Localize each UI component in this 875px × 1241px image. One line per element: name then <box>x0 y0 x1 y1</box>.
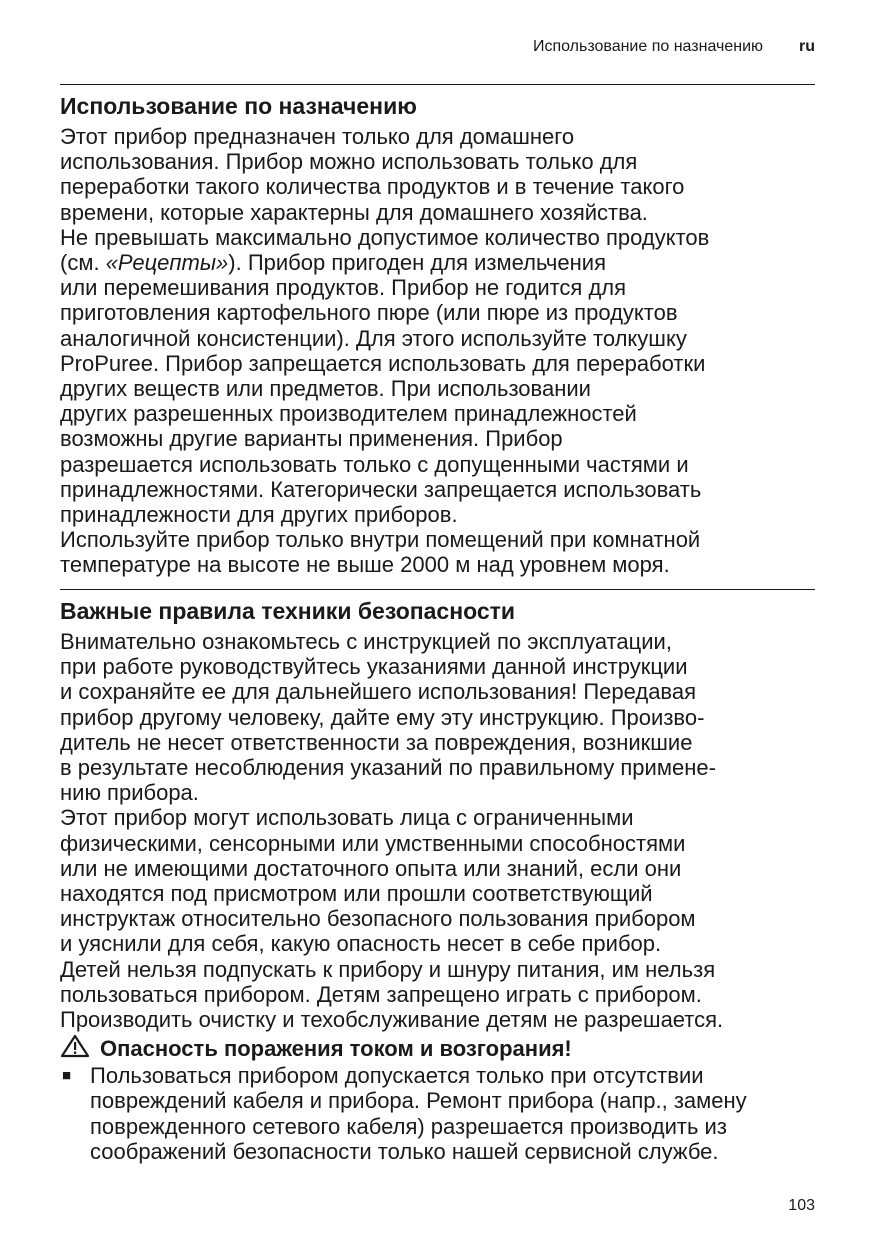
header-title: Использование по назначению <box>532 38 763 55</box>
language-code: ru <box>799 38 815 55</box>
warning-heading-text: Опасность поражения током и возгорания! <box>100 1036 572 1062</box>
paragraph-intended-use-2a: Не превышать максимально допустимое количество продуктов <box>60 224 710 250</box>
divider-top <box>60 84 815 85</box>
divider-middle <box>60 589 815 590</box>
page-number: 103 <box>788 1197 815 1214</box>
section-safety <box>60 597 820 1164</box>
paragraph-safety-2: Этот прибор могут использовать лица с ограниченными физическими, сенсорными или умственными способностями или не имеющими достаточного опыта или знаний, если они находятся под присмотром или прошли соответствующий инструктаж относительно безопасного пользования прибором и уяснили для себя, какую опасность несет в себе прибор. Детей нельзя подпускать к прибору и шнуру питания, им нельзя пользоваться прибором. Детям запрещено играть с прибором. Производить очистку и техобслуживание детям не разрешается. <box>60 805 724 1033</box>
warning-triangle-icon <box>60 1034 100 1063</box>
recipes-reference: «Рецепты» <box>105 250 229 276</box>
bullet-text: Пользоваться прибором допускается только при отсутствии повреждений кабеля и прибора. Ремонт прибора (напр., замену поврежденного сетевого кабеля) разрешается производить из соображений безопасности только нашей сервисной службе. <box>90 1063 747 1164</box>
list-item <box>60 1063 820 1164</box>
section-heading-intended-use: Использование по назначению <box>60 93 417 119</box>
running-header <box>60 38 815 56</box>
ref-prefix: (см. <box>60 250 106 276</box>
paragraph-intended-use-2 <box>60 225 820 527</box>
paragraph-safety-1: Внимательно ознакомьтесь с инструкцией по эксплуатации, при работе руководствуйтесь указаниями данной инструкции и сохраняйте ее для дальнейшего использования! Передавая прибор другому человеку, дайте ему эту инструкцию. Произво- дитель не несет ответственности за повреждения, возникшие в результате несоблюдения указаний по правильному примене- нию прибора. <box>60 629 716 806</box>
section-intended-use <box>60 92 820 578</box>
warning-heading <box>60 1034 820 1063</box>
bullet-square-icon: ■ <box>62 1067 72 1085</box>
section-heading-safety: Важные правила техники безопасности <box>60 598 516 624</box>
paragraph-intended-use-1: Этот прибор предназначен только для домашнего использования. Прибор можно использовать только для переработки такого количества продуктов и в течение такого времени, которые характерны для домашнего хозяйства. <box>60 124 685 225</box>
paragraph-intended-use-2b: ). Прибор пригоден для измельчения или перемешивания продуктов. Прибор не годится для приготовления картофельного пюре (или пюре из продуктов аналогичной консистенции). Для этого используйте толкушку ProPuree. Прибор запрещается использовать для переработки других веществ или предметов. При использовании других разрешенных производителем принадлежностей возможны другие варианты применения. Прибор разрешается использовать только с допущенными частями и принадлежностями. Категорически запрещается использовать принадлежности для других приборов. <box>60 250 706 528</box>
paragraph-intended-use-3: Используйте прибор только внутри помещений при комнатной температуре на высоте не выше 2000 м над уровнем моря. <box>60 527 701 578</box>
